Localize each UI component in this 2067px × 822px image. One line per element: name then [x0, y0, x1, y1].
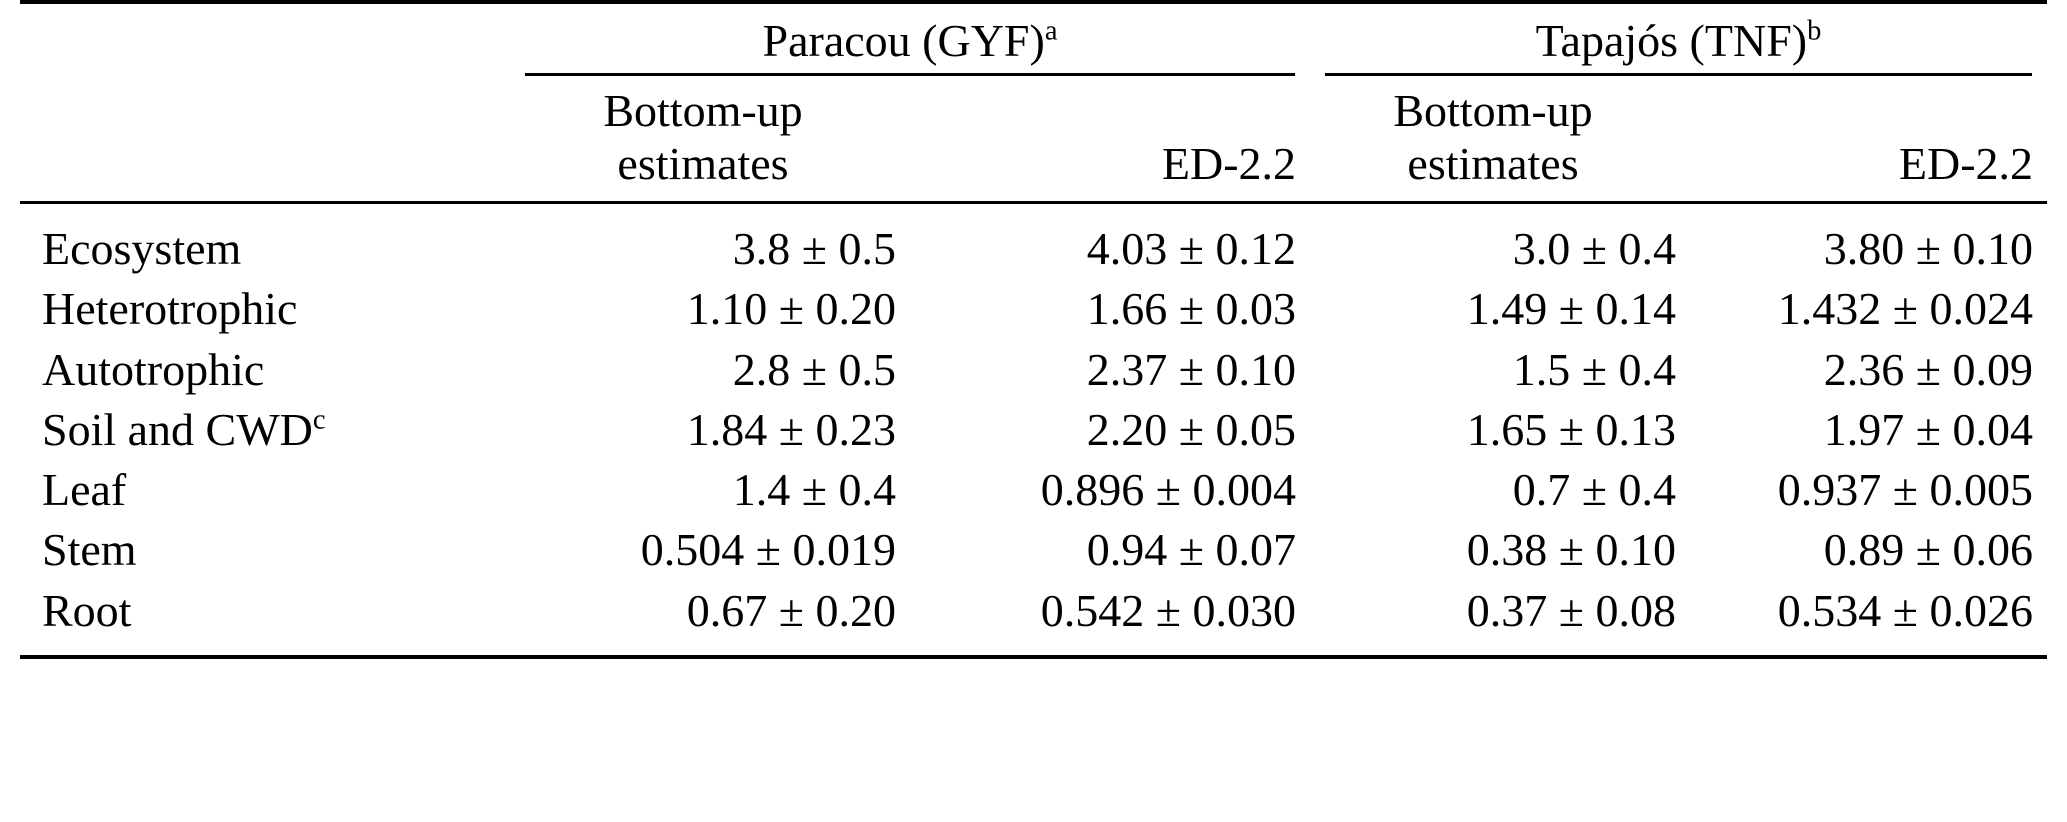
bottom-rule-cell — [510, 655, 910, 657]
cell-tnf-ed: 1.97 ± 0.04 — [1823, 403, 2034, 455]
cell-tnf-bottom-up: 1.5 ± 0.4 — [1512, 343, 1677, 395]
table-row — [20, 340, 2047, 400]
subheader-tapajos-bottom-up — [1310, 77, 1690, 202]
group-header-tapajos-label: Tapajós (TNF) — [1535, 15, 1808, 66]
cell-tnf-bottom-up: 1.49 ± 0.14 — [1466, 283, 1677, 335]
cell-tnf-ed: 1.432 ± 0.024 — [1777, 283, 2034, 335]
table-row — [20, 460, 2047, 520]
row-label — [20, 460, 510, 520]
row-label-text: Stem — [42, 524, 137, 576]
cell-gyf-ed: 0.94 ± 0.07 — [1086, 524, 1297, 576]
table-row — [20, 279, 2047, 339]
table-header-group-row — [20, 2, 2047, 72]
table-row — [20, 400, 2047, 460]
cell-gyf-bottom-up: 1.84 ± 0.23 — [686, 403, 896, 455]
cell-gyf-bottom-up: 2.8 ± 0.5 — [732, 343, 896, 395]
bottom-rule-cell — [1310, 655, 1690, 657]
cell-tnf-bottom-up: 3.0 ± 0.4 — [1512, 223, 1677, 275]
table-row — [20, 520, 2047, 580]
cell-gyf-ed: 0.896 ± 0.004 — [1040, 464, 1297, 516]
cell-tnf-bottom-up: 0.38 ± 0.10 — [1466, 524, 1677, 576]
cell-tnf-ed: 2.36 ± 0.09 — [1823, 343, 2034, 395]
cell-gyf-bottom-up: 1.10 ± 0.20 — [686, 283, 896, 335]
cell-tnf-bottom-up: 1.65 ± 0.13 — [1466, 403, 1677, 455]
cell-gyf-ed: 1.66 ± 0.03 — [1086, 283, 1297, 335]
row-label-text: Ecosystem — [42, 223, 242, 275]
spacer-cell — [910, 641, 1310, 655]
subheader-bottom-up-line1: Bottom-up — [1393, 85, 1593, 137]
row-label — [20, 520, 510, 580]
cell-gyf-ed: 2.20 ± 0.05 — [1086, 403, 1297, 455]
group-header-tapajos-footnote: b — [1807, 15, 1822, 47]
cell-tnf-bottom-up: 0.7 ± 0.4 — [1512, 464, 1677, 516]
cell-tnf-bottom-up: 0.37 ± 0.08 — [1466, 584, 1677, 636]
group-header-paracou-footnote: a — [1044, 15, 1058, 47]
table-row — [20, 581, 2047, 641]
cell-gyf-ed: 0.542 ± 0.030 — [1040, 584, 1297, 636]
respiration-comparison-table — [20, 0, 2047, 659]
table-subheader-row — [20, 77, 2047, 202]
cell-gyf-bottom-up: 3.8 ± 0.5 — [732, 223, 896, 275]
spacer-cell — [1690, 641, 2047, 655]
subheader-bottom-up-line1: Bottom-up — [603, 85, 803, 137]
cell-gyf-bottom-up: 0.504 ± 0.019 — [640, 524, 896, 576]
row-label-text: Soil and CWD — [42, 403, 313, 455]
row-label-text: Root — [42, 584, 132, 636]
subheader-paracou-ed: ED-2.2 — [910, 77, 1310, 202]
cell-tnf-ed: 3.80 ± 0.10 — [1823, 223, 2034, 275]
cell-gyf-ed: 4.03 ± 0.12 — [1086, 223, 1297, 275]
bottom-rule-cell — [910, 655, 1310, 657]
cell-gyf-bottom-up: 1.4 ± 0.4 — [732, 464, 896, 516]
table-bottom-spacer — [20, 641, 2047, 655]
bottom-rule-cell — [20, 655, 510, 657]
row-label — [20, 203, 510, 280]
spacer-cell — [510, 641, 910, 655]
row-label — [20, 581, 510, 641]
spacer-cell — [1310, 641, 1690, 655]
row-label-footnote: c — [312, 404, 326, 436]
group-header-paracou-label: Paracou (GYF) — [762, 15, 1045, 66]
cell-tnf-ed: 0.937 ± 0.005 — [1777, 464, 2034, 516]
bottom-rule-cell — [1690, 655, 2047, 657]
table-bottom-rule — [20, 655, 2047, 657]
group-header-tapajos — [1310, 2, 2047, 72]
spacer-cell — [20, 641, 510, 655]
row-label — [20, 279, 510, 339]
cell-tnf-ed: 0.534 ± 0.026 — [1777, 584, 2034, 636]
cell-gyf-ed: 2.37 ± 0.10 — [1086, 343, 1297, 395]
subheader-bottom-up-line2: estimates — [1407, 138, 1579, 190]
row-label — [20, 340, 510, 400]
row-label — [20, 400, 510, 460]
cell-tnf-ed: 0.89 ± 0.06 — [1823, 524, 2034, 576]
header-corner-empty — [20, 2, 510, 72]
subheader-bottom-up-line2: estimates — [617, 138, 789, 190]
row-label-text: Autotrophic — [42, 343, 265, 395]
subheader-tapajos-ed: ED-2.2 — [1690, 77, 2047, 202]
group-header-paracou — [510, 2, 1310, 72]
subheader-corner-empty — [20, 77, 510, 202]
cell-gyf-bottom-up: 0.67 ± 0.20 — [686, 584, 896, 636]
row-label-text: Heterotrophic — [42, 283, 298, 335]
row-label-text: Leaf — [42, 464, 127, 516]
table-row — [20, 203, 2047, 280]
subheader-paracou-bottom-up — [510, 77, 910, 202]
